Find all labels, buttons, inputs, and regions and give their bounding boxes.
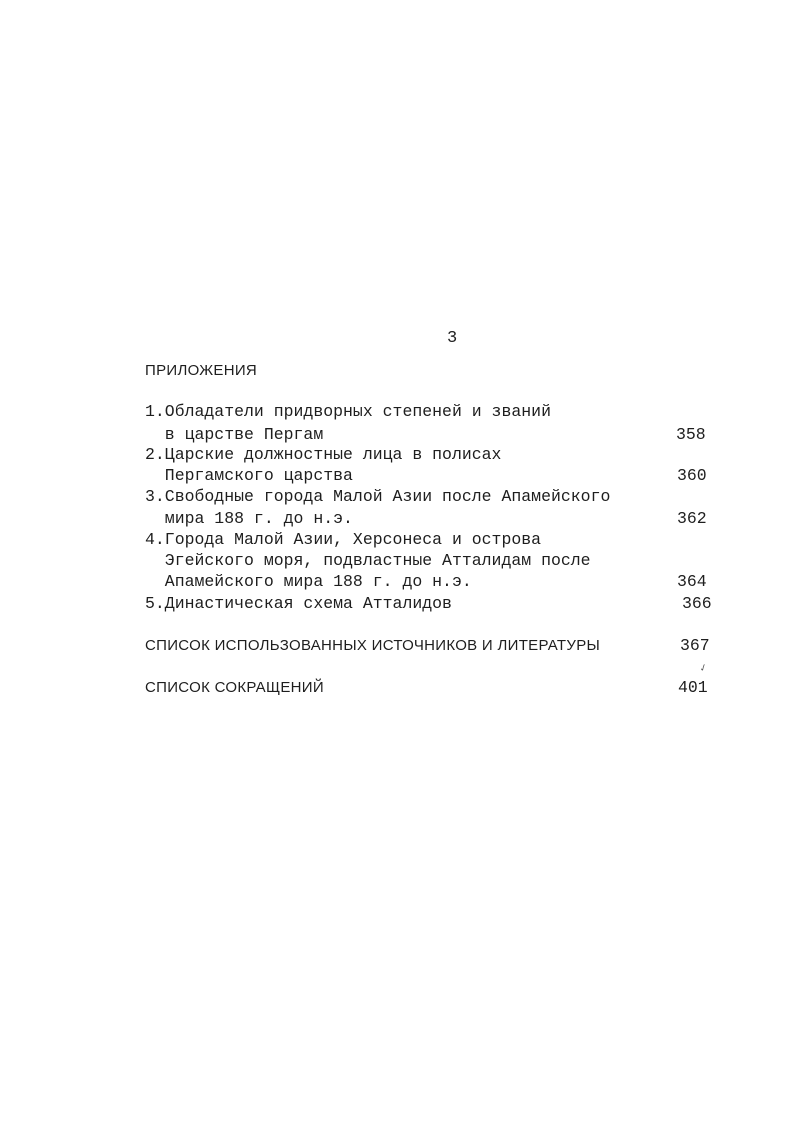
toc-entry-1-page: 358 <box>676 425 706 444</box>
sources-page: 367 <box>680 636 710 655</box>
pencil-tick-mark: ✓ <box>698 662 709 676</box>
section-title: ПРИЛОЖЕНИЯ <box>145 362 258 379</box>
toc-entry-4-line-3: Апамейского мира 188 г. до н.э. <box>145 572 472 591</box>
abbreviations-heading: СПИСОК СОКРАЩЕНИЙ <box>145 679 324 696</box>
toc-entry-4-line-2: Эгейского моря, подвластные Атталидам после <box>145 551 591 570</box>
toc-entry-3-line-2: мира 188 г. до н.э. <box>145 509 353 528</box>
toc-entry-1-line-2: в царстве Пергам <box>145 425 324 444</box>
toc-entry-3-page: 362 <box>677 509 707 528</box>
toc-entry-5-page: 366 <box>682 594 712 613</box>
toc-entry-1-line-1: 1.Обладатели придворных степеней и званий <box>145 402 551 421</box>
page-number: 3 <box>447 329 458 348</box>
toc-entry-2-page: 360 <box>677 466 707 485</box>
toc-entry-3-line-1: 3.Свободные города Малой Азии после Апамейского <box>145 487 611 506</box>
toc-entry-4-line-1: 4.Города Малой Азии, Херсонеса и острова <box>145 530 542 549</box>
sources-heading: СПИСОК ИСПОЛЬЗОВАННЫХ ИСТОЧНИКОВ И ЛИТЕРАТУРЫ <box>145 637 601 654</box>
toc-entry-4-page: 364 <box>677 572 707 591</box>
toc-entry-5-line-1: 5.Династическая схема Атталидов <box>145 594 452 613</box>
toc-entry-2-line-1: 2.Царские должностные лица в полисах <box>145 445 502 464</box>
abbreviations-page: 401 <box>678 678 708 697</box>
toc-entry-2-line-2: Пергамского царства <box>145 466 353 485</box>
